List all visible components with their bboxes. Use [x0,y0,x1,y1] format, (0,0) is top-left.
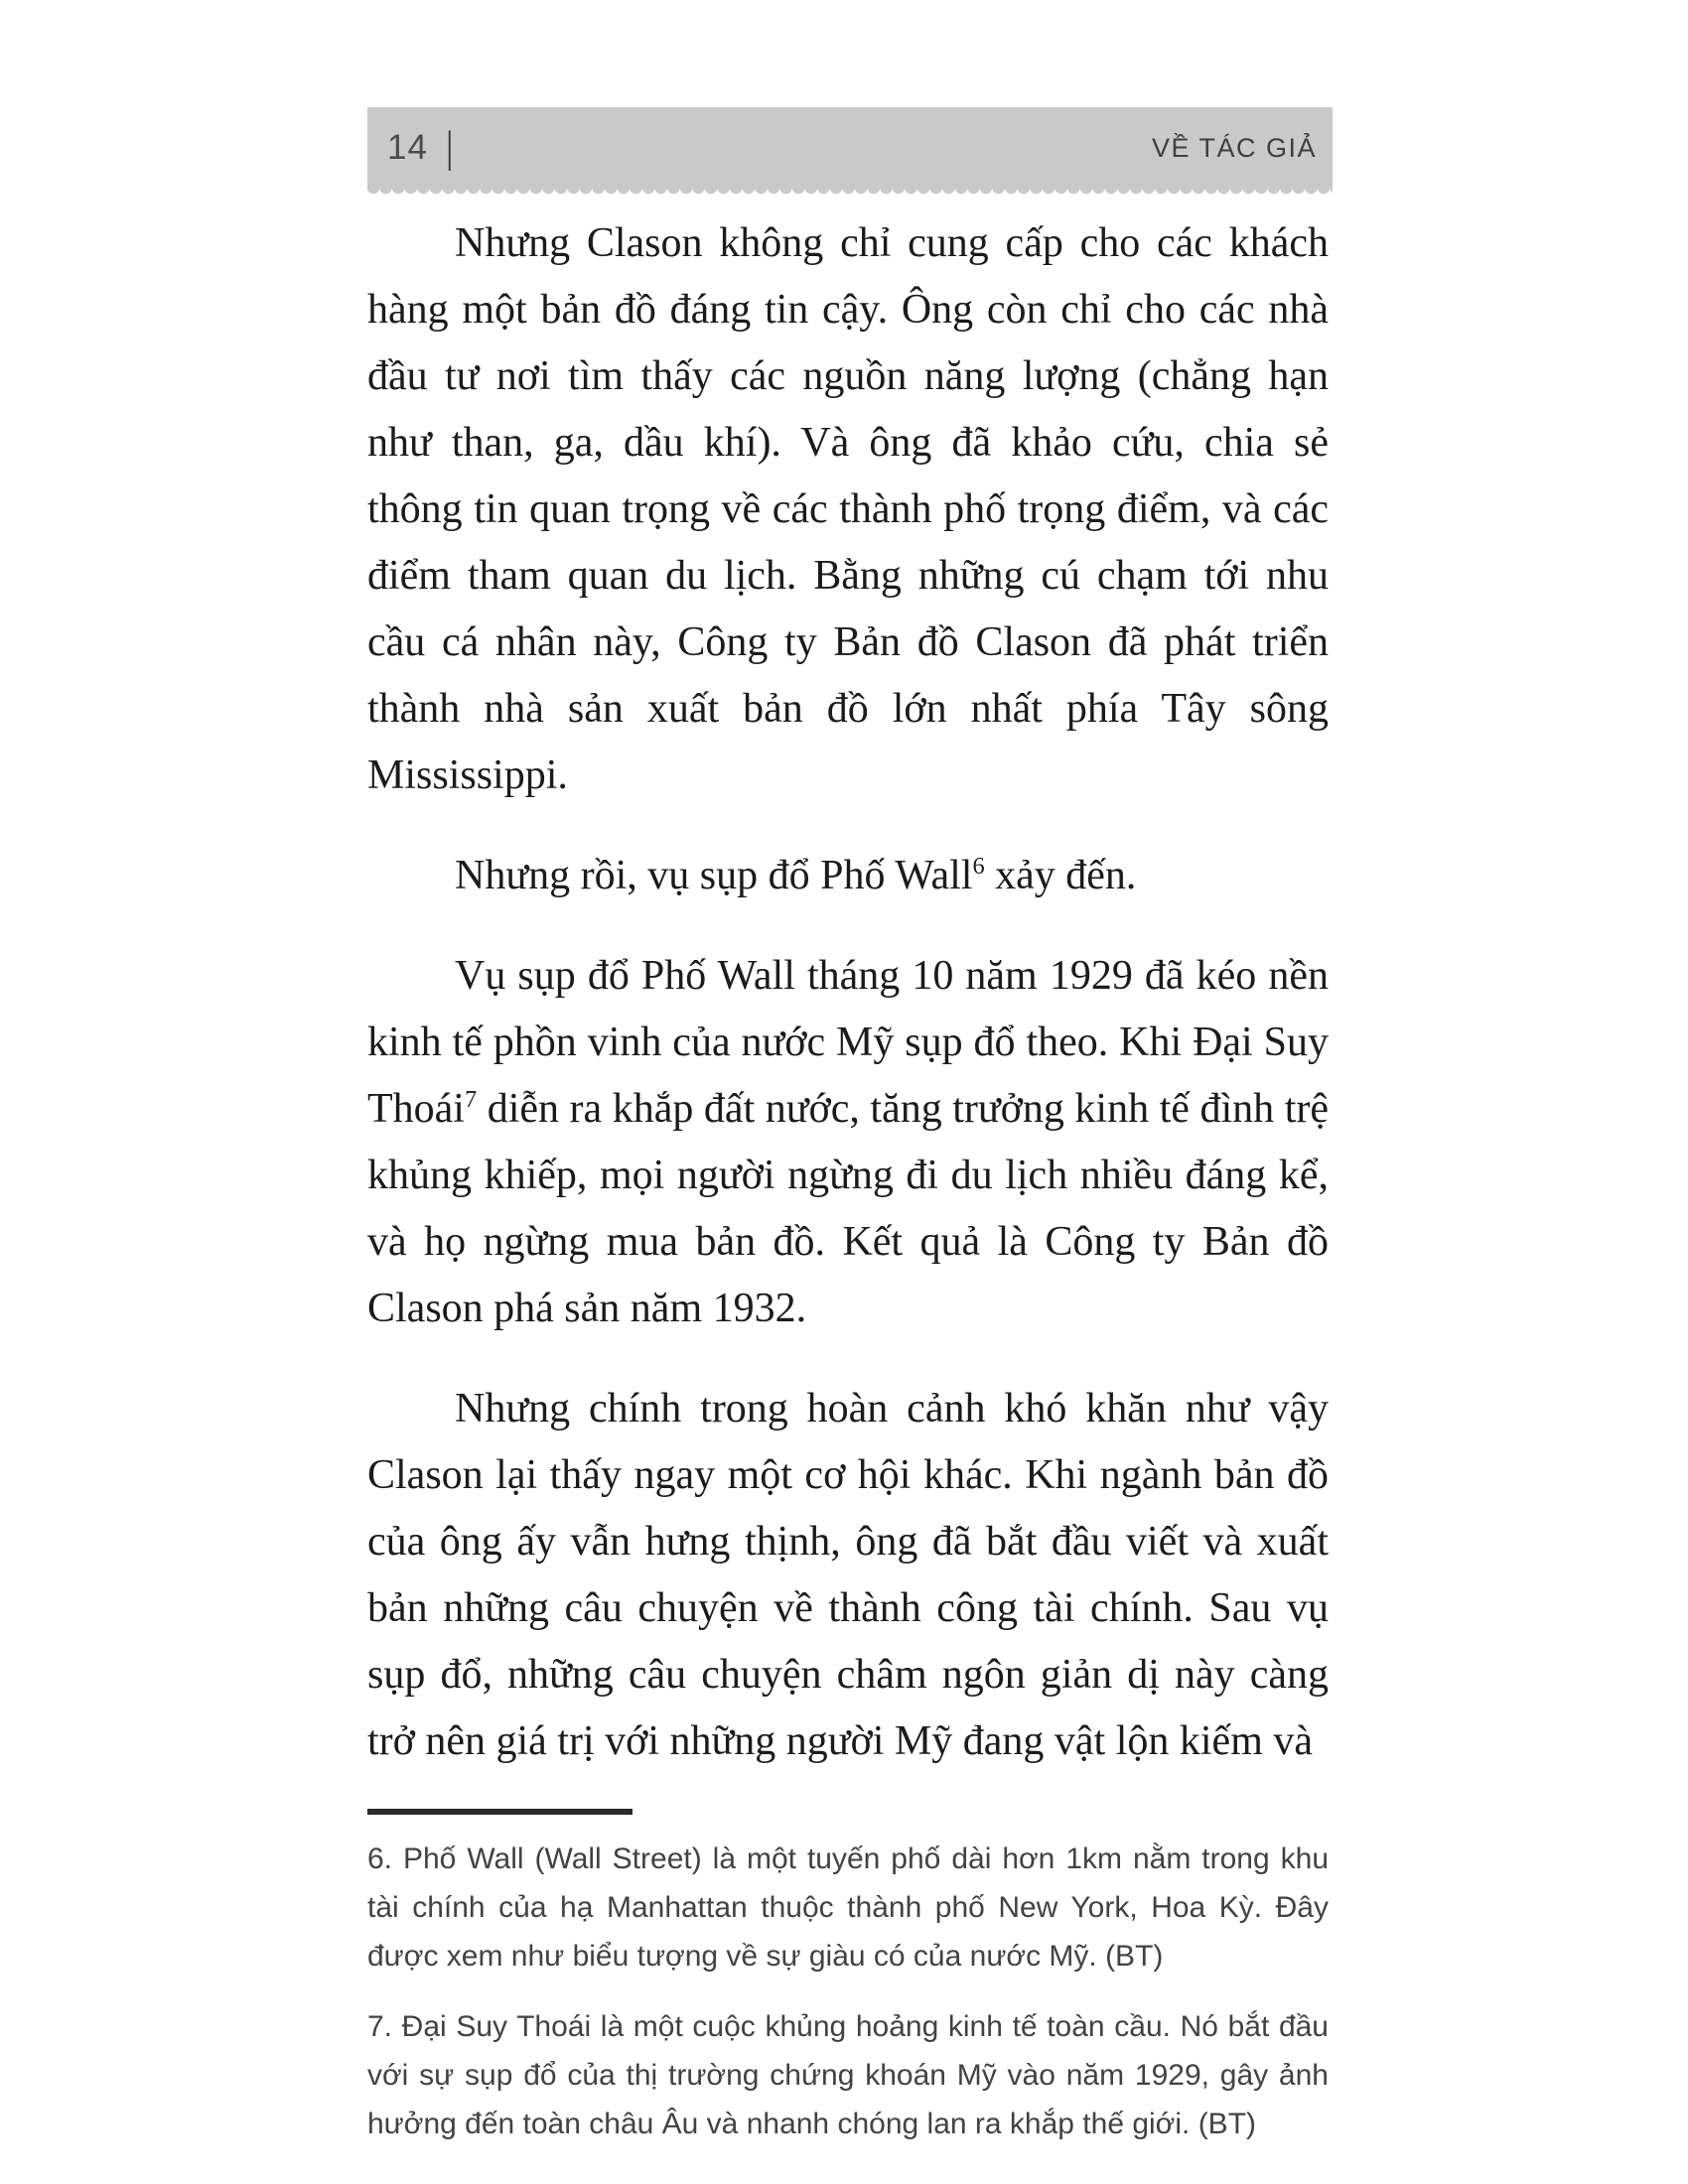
body-paragraph: Nhưng rồi, vụ sụp đổ Phố Wall$^6$ xảy đến. [455,853,1137,898]
body-column [367,210,1329,2170]
scalloped-edge [367,189,1333,196]
footnote-divider [367,1809,633,1815]
body-paragraph: Vụ sụp đổ Phố Wall tháng 10 năm 1929 đã kéo nền kinh tế phồn vinh của nước Mỹ sụp đổ theo. Khi Đại Suy Thoái$^7$ diễn ra khắp đất nước, tăng trưởng kinh tế đình trệ khủng khiếp, mọi người ngừng đi du lịch nhiều đáng kể, và họ ngừng mua bản đồ. Kết quả là Công ty Bản đồ Clason phá sản năm 1932. [367,953,1329,1331]
header-separator: | [446,123,453,172]
body-paragraph: Nhưng Clason không chỉ cung cấp cho các khách hàng một bản đồ đáng tin cậy. Ông còn chỉ cho các nhà đầu tư nơi tìm thấy các nguồn năng lượng (chẳng hạn như than, ga, dầu khí). Và ông đã khảo cứu, chia sẻ thông tin quan trọng về các thành phố trọng điểm, và các điểm tham quan du lịch. Bằng những cú chạm tới nhu cầu cá nhân này, Công ty Bản đồ Clason đã phát triển thành nhà sản xuất bản đồ lớn nhất phía Tây sông Mississippi. [367,220,1329,798]
section-title: VỀ TÁC GIẢ [1151,132,1317,163]
footnote-block [367,1809,1329,2148]
body-paragraph: Nhưng chính trong hoàn cảnh khó khăn như vậy Clason lại thấy ngay một cơ hội khác. Khi ngành bản đồ của ông ấy vẫn hưng thịnh, ông đã bắt đầu viết và xuất bản những câu chuyện về thành công tài chính. Sau vụ sụp đổ, những câu chuyện châm ngôn giản dị này càng trở nên giá trị với những người Mỹ đang vật lộn kiếm và [367,1386,1329,1764]
page-number: 14 [387,128,428,167]
footnote-reference: 7 [464,1086,478,1113]
footnote-list [367,1835,1329,2148]
footnote-reference: 6 [972,853,985,880]
page-header-bar [367,107,1333,189]
footnote: 6. Phố Wall (Wall Street) là một tuyến phố dài hơn 1km nằm trong khu tài chính của hạ Manhattan thuộc thành phố New York, Hoa Kỳ. Đây được xem như biểu tượng về sự giàu có của nước Mỹ. (BT) [367,1843,1329,1973]
footnote: 7. Đại Suy Thoái là một cuộc khủng hoảng kinh tế toàn cầu. Nó bắt đầu với sự sụp đổ của thị trường chứng khoán Mỹ vào năm 1929, gây ảnh hưởng đến toàn châu Âu và nhanh chóng lan ra khắp thế giới. (BT) [367,2010,1329,2140]
page-header-left [387,123,455,172]
body-paragraphs [367,210,1329,1775]
